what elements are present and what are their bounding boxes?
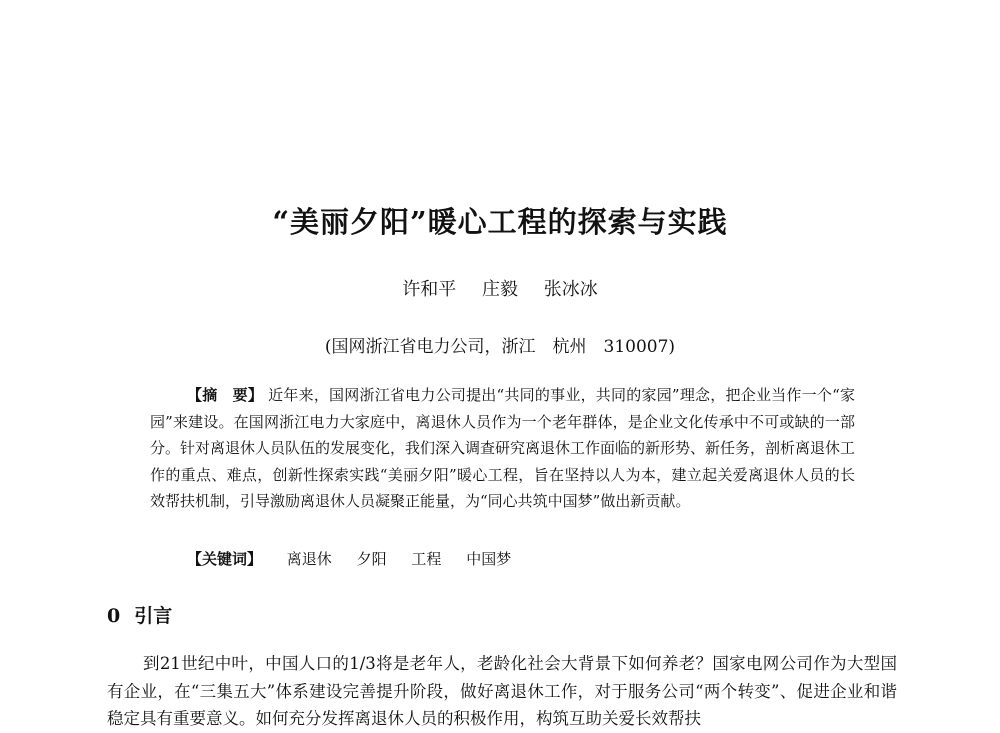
abstract-label: 【摘 要】 bbox=[187, 386, 264, 404]
intro-paragraph: 到21世纪中叶，中国人口的1/3将是老年人，老龄化社会大背景下如何养老？国家电网公司作为大型国有企业，在“三集五大”体系建设完善提升阶段，做好离退休工作，对于服务公司“两个转变”、促进企业和谐稳定具有重要意义。如何充分发挥离退休人员的积极作用，构筑互助关爱长效帮扶 bbox=[107, 654, 897, 728]
author-name: 许和平 bbox=[402, 279, 457, 300]
abstract-text: 近年来，国网浙江省电力公司提出“共同的事业，共同的家园”理念，把企业当作一个“家园”来建设。在国网浙江电力大家庭中，离退休人员作为一个老年群体，是企业文化传承中不可或缺的一部分。针对离退休人员队伍的发展变化，我们深入调查研究离退休工作面临的新形势、新任务，剖析离退休工作的重点、难点，创新性探索实践“美丽夕阳”暖心工程，旨在坚持以人为本，建立起关爱离退休人员的长效帮扶机制，引导激励离退休人员凝聚正能量，为“同心共筑中国梦”做出新贡献。 bbox=[150, 386, 856, 510]
author-list bbox=[0, 275, 1000, 301]
keyword: 夕阳 bbox=[356, 550, 387, 568]
keywords bbox=[187, 548, 511, 569]
section-number: 0 bbox=[107, 605, 121, 627]
affiliation: (国网浙江省电力公司，浙江 杭州 310007) bbox=[324, 337, 676, 357]
abstract bbox=[150, 382, 855, 515]
section-heading bbox=[107, 601, 172, 628]
section-title: 引言 bbox=[134, 605, 173, 627]
keywords-label: 【关键词】 bbox=[187, 550, 263, 568]
keyword: 中国梦 bbox=[466, 550, 512, 568]
paper-title: “美丽夕阳”暖心工程的探索与实践 bbox=[272, 205, 728, 239]
author-name: 张冰冰 bbox=[543, 279, 598, 300]
keyword: 离退休 bbox=[286, 550, 332, 568]
author-name: 庄毅 bbox=[482, 279, 518, 300]
keyword: 工程 bbox=[411, 550, 442, 568]
